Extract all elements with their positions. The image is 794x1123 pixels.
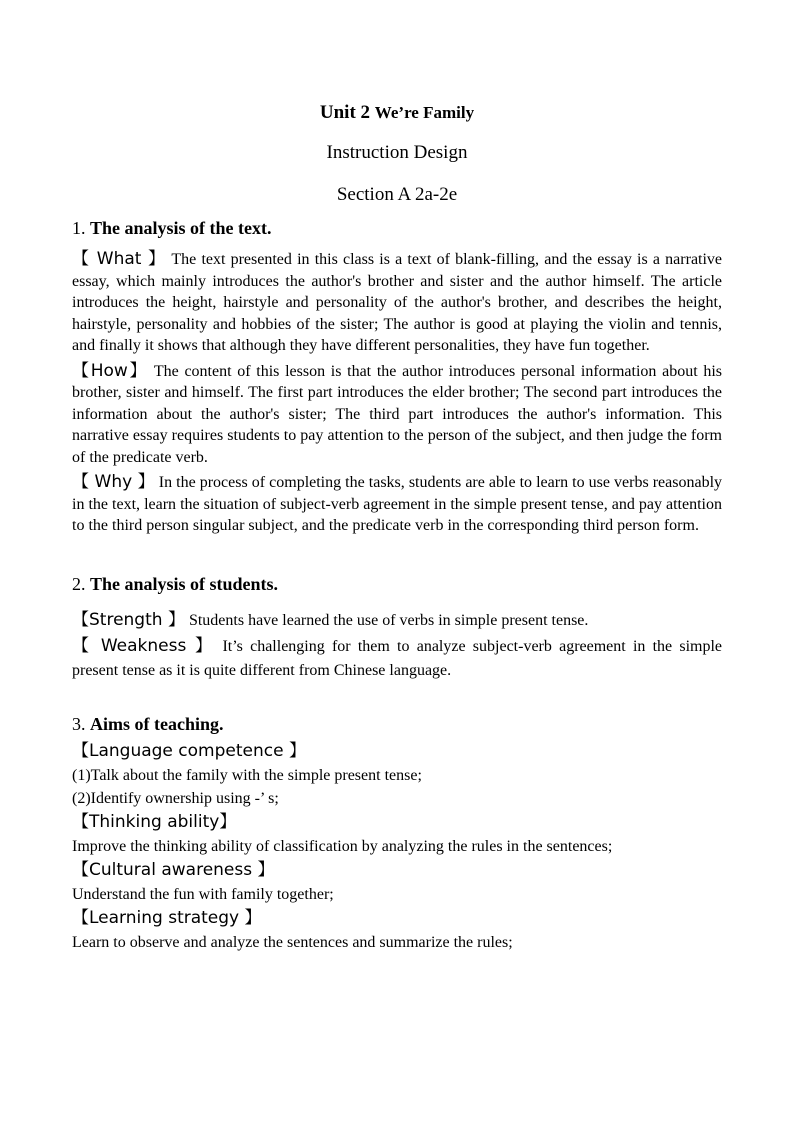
- what-text: The text presented in this class is a text of blank-filling, and the essay is a narrative essay, which mainly introduces the author's brother and sister and the author himself. The article introduces the height, hairstyle and personality of the author's brother, and describes the height, hairstyle, personality and hobbies of the sister; The author is good at playing the violin and tennis, and finally it shows that although they have different personalities, they have fun together.: [72, 251, 723, 354]
- section-3-number: 3.: [72, 713, 86, 734]
- document-title: [72, 100, 722, 126]
- learning-tag: Learning strategy: [89, 907, 240, 928]
- how-tag: How: [90, 360, 128, 381]
- section-1-title: The analysis of the text.: [90, 218, 272, 238]
- culture-label: [72, 858, 722, 883]
- title-unit: Unit 2: [319, 102, 371, 123]
- thinking-label: [72, 810, 722, 835]
- what-tag: What: [96, 249, 142, 269]
- section-3-heading: [72, 711, 722, 737]
- strength-text: Students have learned the use of verbs in simple present tense.: [188, 611, 589, 629]
- strength-label: 【Strength 】: [72, 609, 185, 630]
- culture-bracket: 【Cultural awareness 】: [72, 859, 275, 880]
- language-bracket: 【Language competence 】: [72, 740, 306, 761]
- why-text: In the process of completing the tasks, students are able to learn to use verbs reasonably in the text, learn the situation of subject-verb agreement in the simple present tense, and pay attention to the third person singular subject, and the predicate verb in the corresponding third person form.: [72, 474, 723, 534]
- document-page: [72, 100, 722, 954]
- thinking-text: Improve the thinking ability of classification by analyzing the rules in the sentences;: [72, 837, 613, 855]
- section-2-number: 2.: [72, 573, 86, 594]
- what-label: 【 What 】: [72, 249, 167, 269]
- thinking-tag: Thinking ability: [89, 811, 220, 832]
- strength-tag: Strength: [89, 609, 163, 630]
- how-label: 【How】: [72, 360, 149, 381]
- strength-paragraph: [72, 607, 722, 634]
- section-2-title: The analysis of students.: [90, 573, 279, 594]
- why-label: 【 Why 】: [72, 472, 155, 492]
- weakness-label: 【 Weakness 】: [72, 635, 216, 656]
- what-paragraph: [72, 249, 722, 357]
- section-1-number: 1.: [72, 218, 86, 238]
- learning-label: [72, 906, 722, 931]
- culture-text: Understand the fun with family together;: [72, 885, 334, 903]
- title-name: We’re Family: [374, 103, 475, 122]
- language-label: [72, 739, 722, 764]
- learning-text: Learn to observe and analyze the sentences and summarize the rules;: [72, 933, 513, 951]
- weakness-paragraph: [72, 634, 722, 683]
- weakness-tag: Weakness: [100, 635, 187, 656]
- section-1-heading: [72, 215, 722, 241]
- weakness-text: It’s challenging for them to analyze subject-verb agreement in the simple present tense as it is quite different from Chinese language.: [72, 637, 723, 679]
- how-paragraph: [72, 361, 722, 469]
- language-tag: Language competence: [89, 740, 284, 761]
- why-paragraph: [72, 472, 722, 537]
- why-tag: Why: [94, 472, 133, 492]
- culture-tag: Cultural awareness: [89, 859, 253, 880]
- thinking-bracket: 【Thinking ability】: [72, 811, 237, 832]
- document-subtitle: Instruction Design: [326, 142, 468, 163]
- learning-bracket: 【Learning strategy 】: [72, 907, 262, 928]
- section-2-heading: [72, 571, 722, 597]
- how-text: The content of this lesson is that the author introduces personal information about his brother, sister and himself. The first part introduces the elder brother; The second part introduces the information about the author's sister; The third part introduces the author's information. This narrative essay requires students to pay attention to the person of the subject, and then judge the form of the predicate verb.: [72, 362, 723, 466]
- section-3-title: Aims of teaching.: [90, 713, 224, 734]
- language-item-2: (2)Identify ownership using -’ s;: [72, 789, 279, 807]
- document-section: Section A 2a-2e: [336, 184, 458, 205]
- language-item-1: (1)Talk about the family with the simple present tense;: [72, 766, 422, 784]
